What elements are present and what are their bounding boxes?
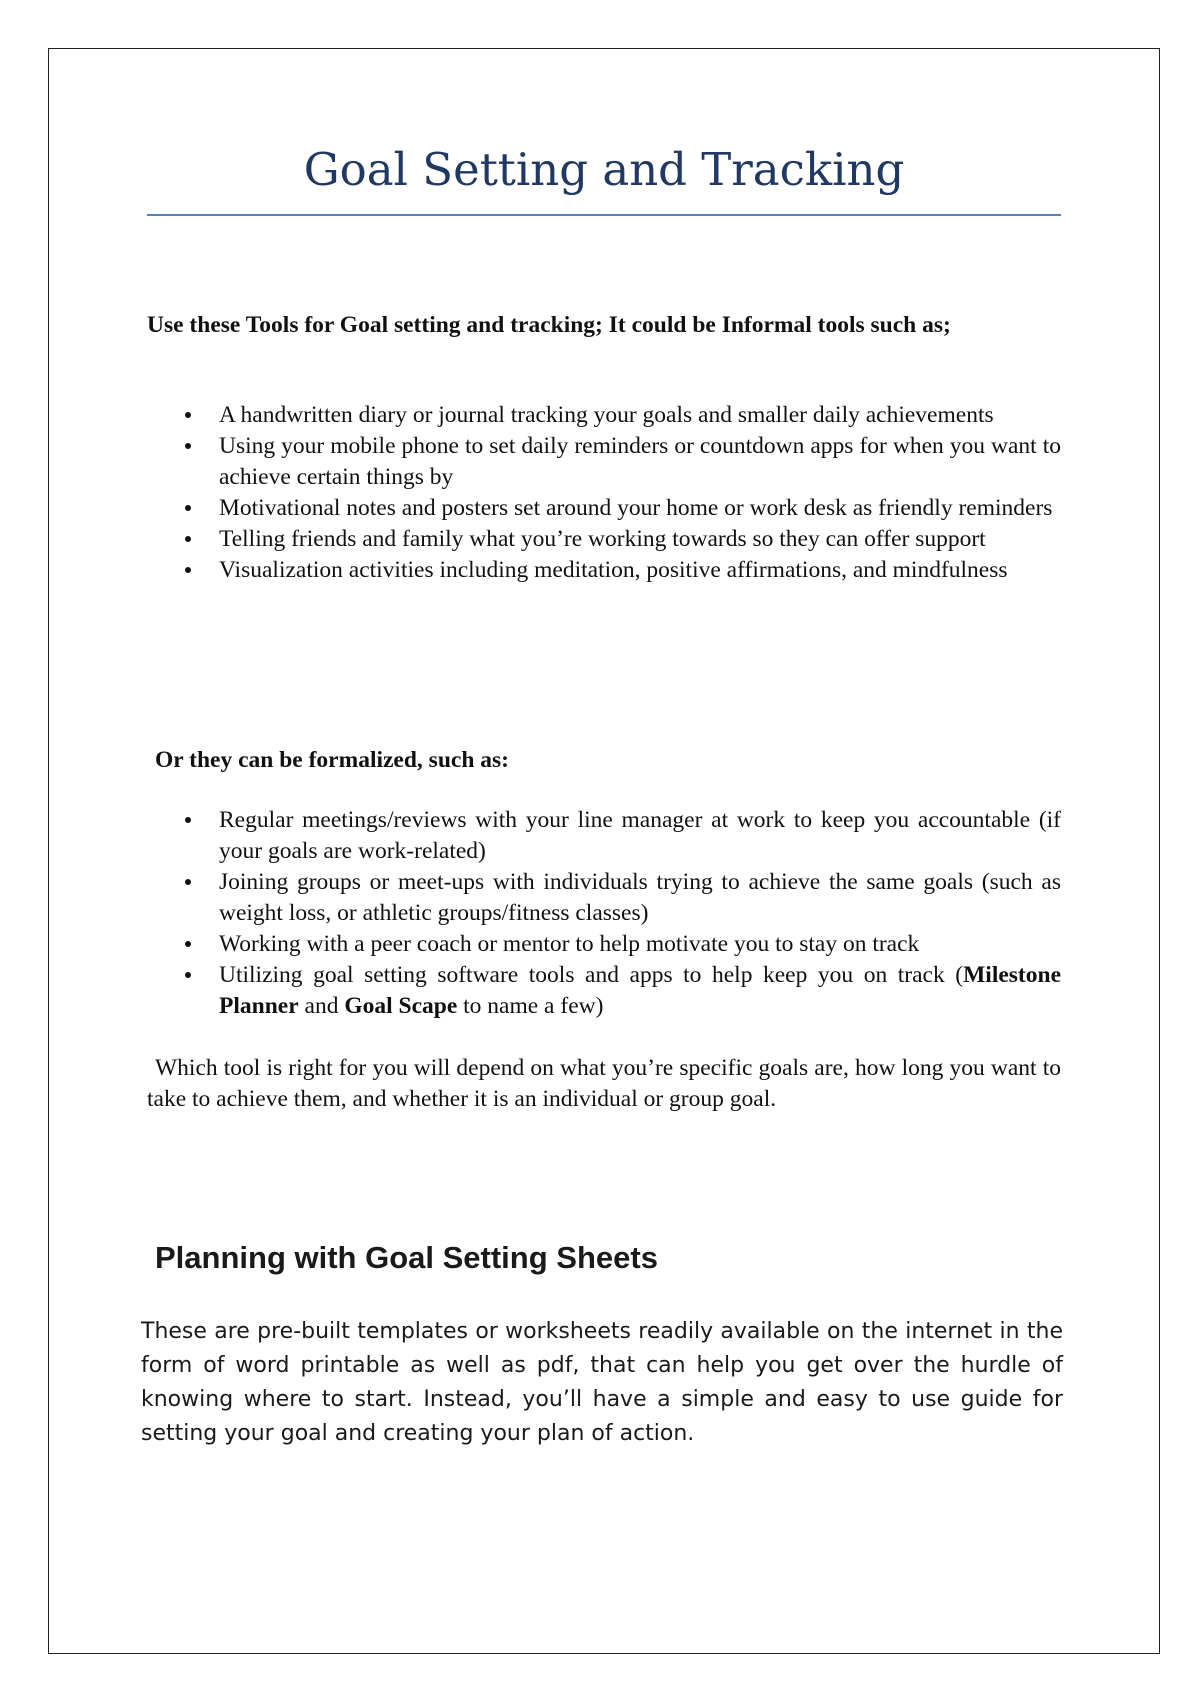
section-body-paragraph: These are pre-built templates or worksheets readily available on the internet in the form of word printable as well as pdf, that can help you get over the hurdle of knowing where to start. Instead, you’ll have a simple and easy to use guide for setting your goal and creating your plan of action. xyxy=(141,1319,1063,1446)
section-heading: Planning with Goal Setting Sheets xyxy=(155,1240,658,1275)
list-item: Regular meetings/reviews with your line manager at work to keep you accountable (if your goals are work-related) xyxy=(147,805,1061,867)
list-item: Telling friends and family what you’re working towards so they can offer support xyxy=(147,524,1061,555)
title-underline xyxy=(147,214,1061,216)
closing-paragraph: Which tool is right for you will depend on what you’re specific goals are, how long you want to take to achieve them, and whether it is an individual or group goal. xyxy=(147,1055,1061,1112)
list-item: Utilizing goal setting software tools and apps to help keep you on track (Milestone Planner and Goal Scape to name a few) xyxy=(147,960,1061,1022)
app-name-milestone-planner: Milestone Planner xyxy=(219,962,1061,1019)
list-item: Visualization activities including meditation, positive affirmations, and mindfulness xyxy=(147,555,1061,586)
bullet-icon xyxy=(185,567,191,573)
bullet-icon xyxy=(185,536,191,542)
bullet-icon xyxy=(185,817,191,823)
list-item: Joining groups or meet-ups with individuals trying to achieve the same goals (such as weight loss, or athletic groups/fitness classes) xyxy=(147,867,1061,929)
list-item: Motivational notes and posters set around your home or work desk as friendly reminders xyxy=(147,493,1061,524)
page-title: Goal Setting and Tracking xyxy=(303,143,905,196)
app-name-goal-scape: Goal Scape xyxy=(344,993,458,1019)
bullet-icon xyxy=(185,941,191,947)
formal-tools-heading: Or they can be formalized, such as: xyxy=(155,747,509,773)
bullet-icon xyxy=(185,972,191,978)
bullet-icon xyxy=(185,505,191,511)
bullet-icon xyxy=(185,412,191,418)
list-item: Using your mobile phone to set daily reminders or countdown apps for when you want to achieve certain things by xyxy=(147,431,1061,493)
formal-tools-list xyxy=(147,805,1061,1022)
informal-tools-list xyxy=(147,400,1061,586)
list-item: Working with a peer coach or mentor to help motivate you to stay on track xyxy=(147,929,1061,960)
bullet-icon xyxy=(185,443,191,449)
list-item: A handwritten diary or journal tracking your goals and smaller daily achievements xyxy=(147,400,1061,431)
intro-paragraph: Use these Tools for Goal setting and tracking; It could be Informal tools such as; xyxy=(147,312,951,338)
bullet-icon xyxy=(185,879,191,885)
